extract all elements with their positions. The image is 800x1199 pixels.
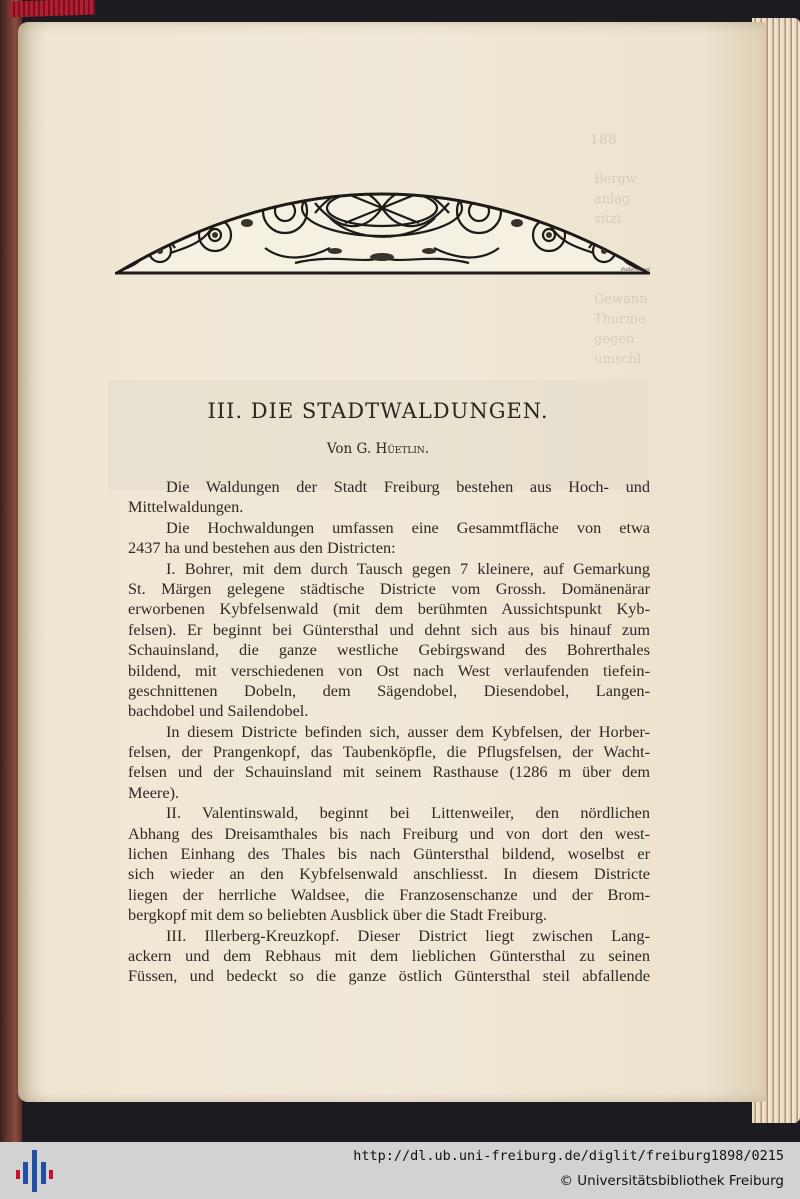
text-line: Die Waldungen der Stadt Freiburg bestehen aus Hoch- und — [166, 477, 650, 496]
bleed-line: umschl — [594, 352, 642, 367]
permalink-url[interactable]: http://dl.ub.uni-freiburg.de/diglit/freiburg1898/0215 — [353, 1148, 784, 1164]
body-text — [128, 477, 650, 987]
bleed-line: Bergw — [594, 172, 637, 187]
ornament-signature: Fellernagel — [621, 267, 650, 273]
bleed-line: Gewann — [594, 292, 648, 307]
text-line: I. Bohrer, mit dem durch Tausch gegen 7 kleinere, auf Gemarkung — [166, 558, 650, 578]
bleed-page-number: 188 — [590, 132, 617, 148]
ornament-headpiece — [115, 153, 650, 275]
byline-author: Hüetlin. — [375, 441, 430, 457]
text-line: felsen und der Schauinsland mit seinem Rasthause (1286 m über dem — [128, 762, 650, 782]
text-line: felsen). Er beginnt bei Güntersthal und dehnt sich aus bis hinauf zum — [128, 619, 650, 639]
text-line: Abhang des Dreisamthales bis nach Freiburg und von dort den west- — [128, 823, 650, 843]
chapter-title: III. DIE STADTWALDUNGEN. — [207, 399, 549, 423]
text-line: II. Valentinswald, beginnt bei Littenweiler, den nördlichen — [166, 803, 650, 823]
text-line: liegen der herrliche Waldsee, die Franzosenschanze und der Brom- — [128, 884, 650, 904]
text-line: III. Illerberg-Kreuzkopf. Dieser District liegt zwischen Lang- — [166, 925, 650, 945]
text-line: erworbenen Kybfelsenwald (mit dem berühmten Aussichtspunkt Kyb- — [128, 599, 650, 619]
text-line: Meere). — [128, 782, 180, 802]
university-library-logo-icon — [14, 1148, 54, 1194]
text-line: Mittelwaldungen. — [128, 497, 244, 517]
bleed-line: gegen — [594, 332, 635, 347]
text-line: geschnittenen Dobeln, dem Sägendobel, Diesendobel, Langen- — [128, 680, 650, 700]
text-line: sich wieder an den Kybfelsenwald anschliesst. In diesem Districte — [128, 864, 650, 884]
text-line: Schauinsland, die ganze westliche Gebirgswand des Bohrerthales — [128, 640, 650, 660]
text-line: ackern und dem Rebhaus mit dem lieblichen Güntersthal zu seinen — [128, 945, 650, 965]
bleed-line: anlag — [594, 192, 631, 207]
bleed-line: sitzt — [594, 212, 623, 227]
bookmark-ribbon — [10, 0, 96, 17]
text-line: 2437 ha und bestehen aus den Districten: — [128, 538, 396, 558]
text-line: felsen, der Prangenkopf, das Taubenköpfle, die Pflugsfelsen, der Wacht- — [128, 742, 650, 762]
text-line: St. Märgen gelegene städtische Districte vom Grossh. Domänenärar — [128, 578, 650, 598]
byline — [108, 441, 648, 457]
text-line: Füssen, und bedeckt so die ganze östlich Güntersthal steil abfallende — [128, 966, 650, 986]
text-line: bildend, mit verschiedenen von Ost nach West verlaufenden tiefein- — [128, 660, 650, 680]
text-line: Die Hochwaldungen umfassen eine Gesammtfläche von etwa — [166, 517, 650, 537]
text-line: lichen Einhang des Thales bis nach Güntersthal bildend, woselbst er — [128, 844, 650, 864]
byline-prefix: Von G. — [326, 441, 376, 457]
viewer-footer — [0, 1142, 800, 1199]
text-line: bergkopf mit dem so beliebten Ausblick über die Stadt Freiburg. — [128, 905, 548, 925]
plate-mark — [108, 380, 648, 490]
text-line: In diesem Districte befinden sich, ausser dem Kybfelsen, der Horber- — [166, 721, 650, 741]
copyright-notice: © Universitätsbibliothek Freiburg — [559, 1173, 784, 1189]
bleed-line: Thurme — [594, 312, 646, 327]
text-line: bachdobel und Sailendobel. — [128, 701, 309, 721]
